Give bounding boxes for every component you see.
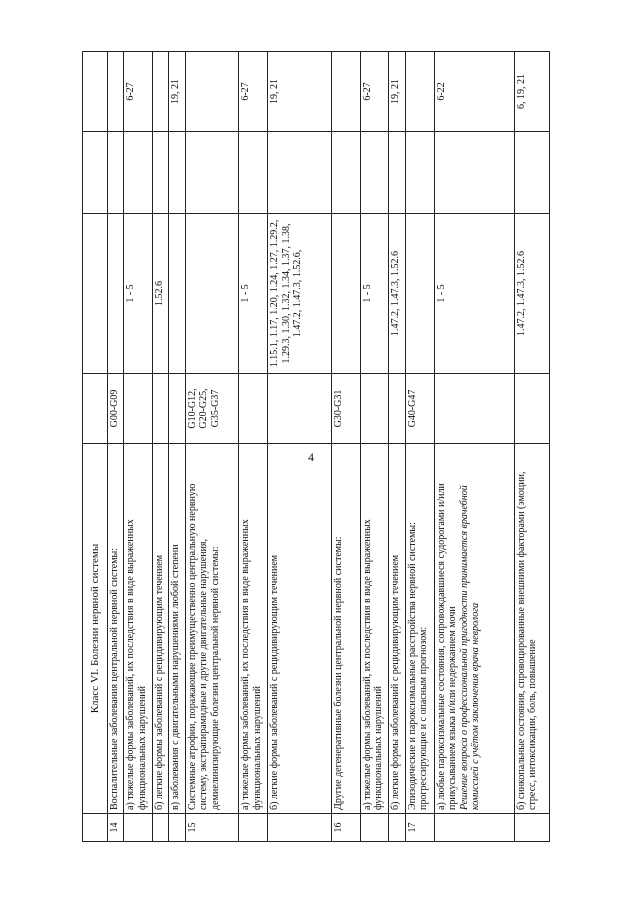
row-name: б) синкопальные состояния, спровоцированные внешними факторами (эмоции, стресс, интоксикации, боль, повышение — [514, 444, 549, 814]
row-name: б) легкие формы заболеваний с рецидивирующим течением — [389, 444, 405, 814]
row-number: 15 — [185, 814, 238, 842]
class-header-row — [83, 52, 108, 842]
row-code — [360, 374, 389, 444]
row-factors: 1 - 5 — [434, 214, 514, 374]
row-works: 19, 21 — [389, 52, 405, 132]
row-code — [124, 374, 153, 444]
row-factors-extra — [152, 132, 168, 214]
row-works: 19, 21 — [169, 52, 185, 132]
row-factors — [185, 214, 238, 374]
table-cell — [83, 52, 108, 132]
row-factors-extra — [514, 132, 549, 214]
row-works: 6, 19, 21 — [514, 52, 549, 132]
row-number — [239, 814, 268, 842]
row-number: 17 — [405, 814, 434, 842]
row-name: б) легкие формы заболеваний с рецидивирующим течением — [152, 444, 168, 814]
row-note: Решение вопроса о профессиональной пригодности принимается врачебной комиссией с учётом заключения врача невролога — [458, 485, 482, 810]
table-row — [331, 52, 360, 842]
row-code — [434, 374, 514, 444]
row-works — [405, 52, 434, 132]
row-factors-extra — [185, 132, 238, 214]
row-number — [169, 814, 185, 842]
class-title: Класс VI. Болезни нервной системы — [83, 444, 108, 814]
row-number — [152, 814, 168, 842]
row-factors — [331, 214, 360, 374]
table-row — [434, 52, 514, 842]
row-factors — [405, 214, 434, 374]
row-code — [389, 374, 405, 444]
row-works: 19, 21 — [268, 52, 332, 132]
row-factors — [107, 214, 123, 374]
row-factors: 1 - 5 — [239, 214, 268, 374]
row-works — [152, 52, 168, 132]
row-factors-extra — [268, 132, 332, 214]
row-name: Воспалительные заболевания центральной нервной системы: — [107, 444, 123, 814]
table-row — [107, 52, 123, 842]
row-factors-extra — [124, 132, 153, 214]
row-factors-extra — [389, 132, 405, 214]
table-row — [268, 52, 332, 842]
row-name: а) тяжелые формы заболеваний, их последствия в виде выраженных функциональных нарушений — [360, 444, 389, 814]
row-code — [169, 374, 185, 444]
row-number: 14 — [107, 814, 123, 842]
table-row — [152, 52, 168, 842]
row-name: Эпизодические и пароксизмальные расстройства нервной системы: прогрессирующие и с опасным прогнозом: — [405, 444, 434, 814]
table-cell — [83, 214, 108, 374]
row-code — [152, 374, 168, 444]
row-name-cell — [434, 444, 514, 814]
table-row — [405, 52, 434, 842]
row-name: Системные атрофии, поражающие преимущественно центральную нервную систему, экстрапирамидные и другие двигательные нарушения, демиелинизирующие болезни центральной нервной системы: — [185, 444, 238, 814]
row-name: а) тяжелые формы заболеваний, их последствия в виде выраженных функциональных нарушений — [124, 444, 153, 814]
row-works — [331, 52, 360, 132]
row-name: б) легкие формы заболеваний с рецидивирующим течением — [268, 444, 332, 814]
row-code — [514, 374, 549, 444]
row-code: G00-G09 — [107, 374, 123, 444]
row-works — [107, 52, 123, 132]
row-number — [124, 814, 153, 842]
row-factors: 1.52.6 — [152, 214, 168, 374]
row-factors: 1.15.1, 1.17, 1.20, 1.24, 1.27, 1.29.2, 1.29.3, 1.30, 1.32, 1.34, 1.37, 1.38, 1.47.2, 1.47.3, 1.52.6, — [268, 214, 332, 374]
row-factors-extra — [405, 132, 434, 214]
table-cell — [83, 374, 108, 444]
disease-table — [82, 51, 550, 842]
row-name: а) любые пароксизмальные состояния, сопровождавшиеся судорогами и/или прикусыванием языка и/или недержанием мочи — [435, 483, 459, 810]
row-code — [268, 374, 332, 444]
row-factors-extra — [434, 132, 514, 214]
table-row — [124, 52, 153, 842]
table-row — [185, 52, 238, 842]
table-row — [514, 52, 549, 842]
table-row — [169, 52, 185, 842]
row-number — [268, 814, 332, 842]
row-number — [434, 814, 514, 842]
row-works: 6-27 — [124, 52, 153, 132]
row-name: Другие дегенеративные болезни центральной нервной системы: — [331, 444, 360, 814]
row-name: а) тяжелые формы заболеваний, их последствия в виде выраженных функциональных нарушений — [239, 444, 268, 814]
table-cell — [83, 814, 108, 842]
row-code — [239, 374, 268, 444]
table-row — [239, 52, 268, 842]
row-works: 6-22 — [434, 52, 514, 132]
disease-table-container — [82, 52, 550, 842]
row-works: 6-27 — [239, 52, 268, 132]
table-row — [360, 52, 389, 842]
row-factors-extra — [107, 132, 123, 214]
row-code: G10-G12, G20-G25, G35-G37 — [185, 374, 238, 444]
row-code: G30-G31 — [331, 374, 360, 444]
row-factors-extra — [331, 132, 360, 214]
row-name: в) заболевания с двигательными нарушениями любой степени — [169, 444, 185, 814]
row-number — [389, 814, 405, 842]
row-factors: 1.47.2, 1.47.3, 1.52.6 — [514, 214, 549, 374]
row-factors — [169, 214, 185, 374]
row-factors: 1 - 5 — [360, 214, 389, 374]
row-factors-extra — [360, 132, 389, 214]
row-number: 16 — [331, 814, 360, 842]
row-works — [185, 52, 238, 132]
row-number — [514, 814, 549, 842]
page-number: 4 — [308, 450, 314, 464]
table-row — [389, 52, 405, 842]
row-number — [360, 814, 389, 842]
row-factors: 1.47.2, 1.47.3, 1.52.6 — [389, 214, 405, 374]
row-code: G40-G47 — [405, 374, 434, 444]
row-factors-extra — [169, 132, 185, 214]
table-cell — [83, 132, 108, 214]
row-works: 6-27 — [360, 52, 389, 132]
row-factors: 1 - 5 — [124, 214, 153, 374]
row-factors-extra — [239, 132, 268, 214]
